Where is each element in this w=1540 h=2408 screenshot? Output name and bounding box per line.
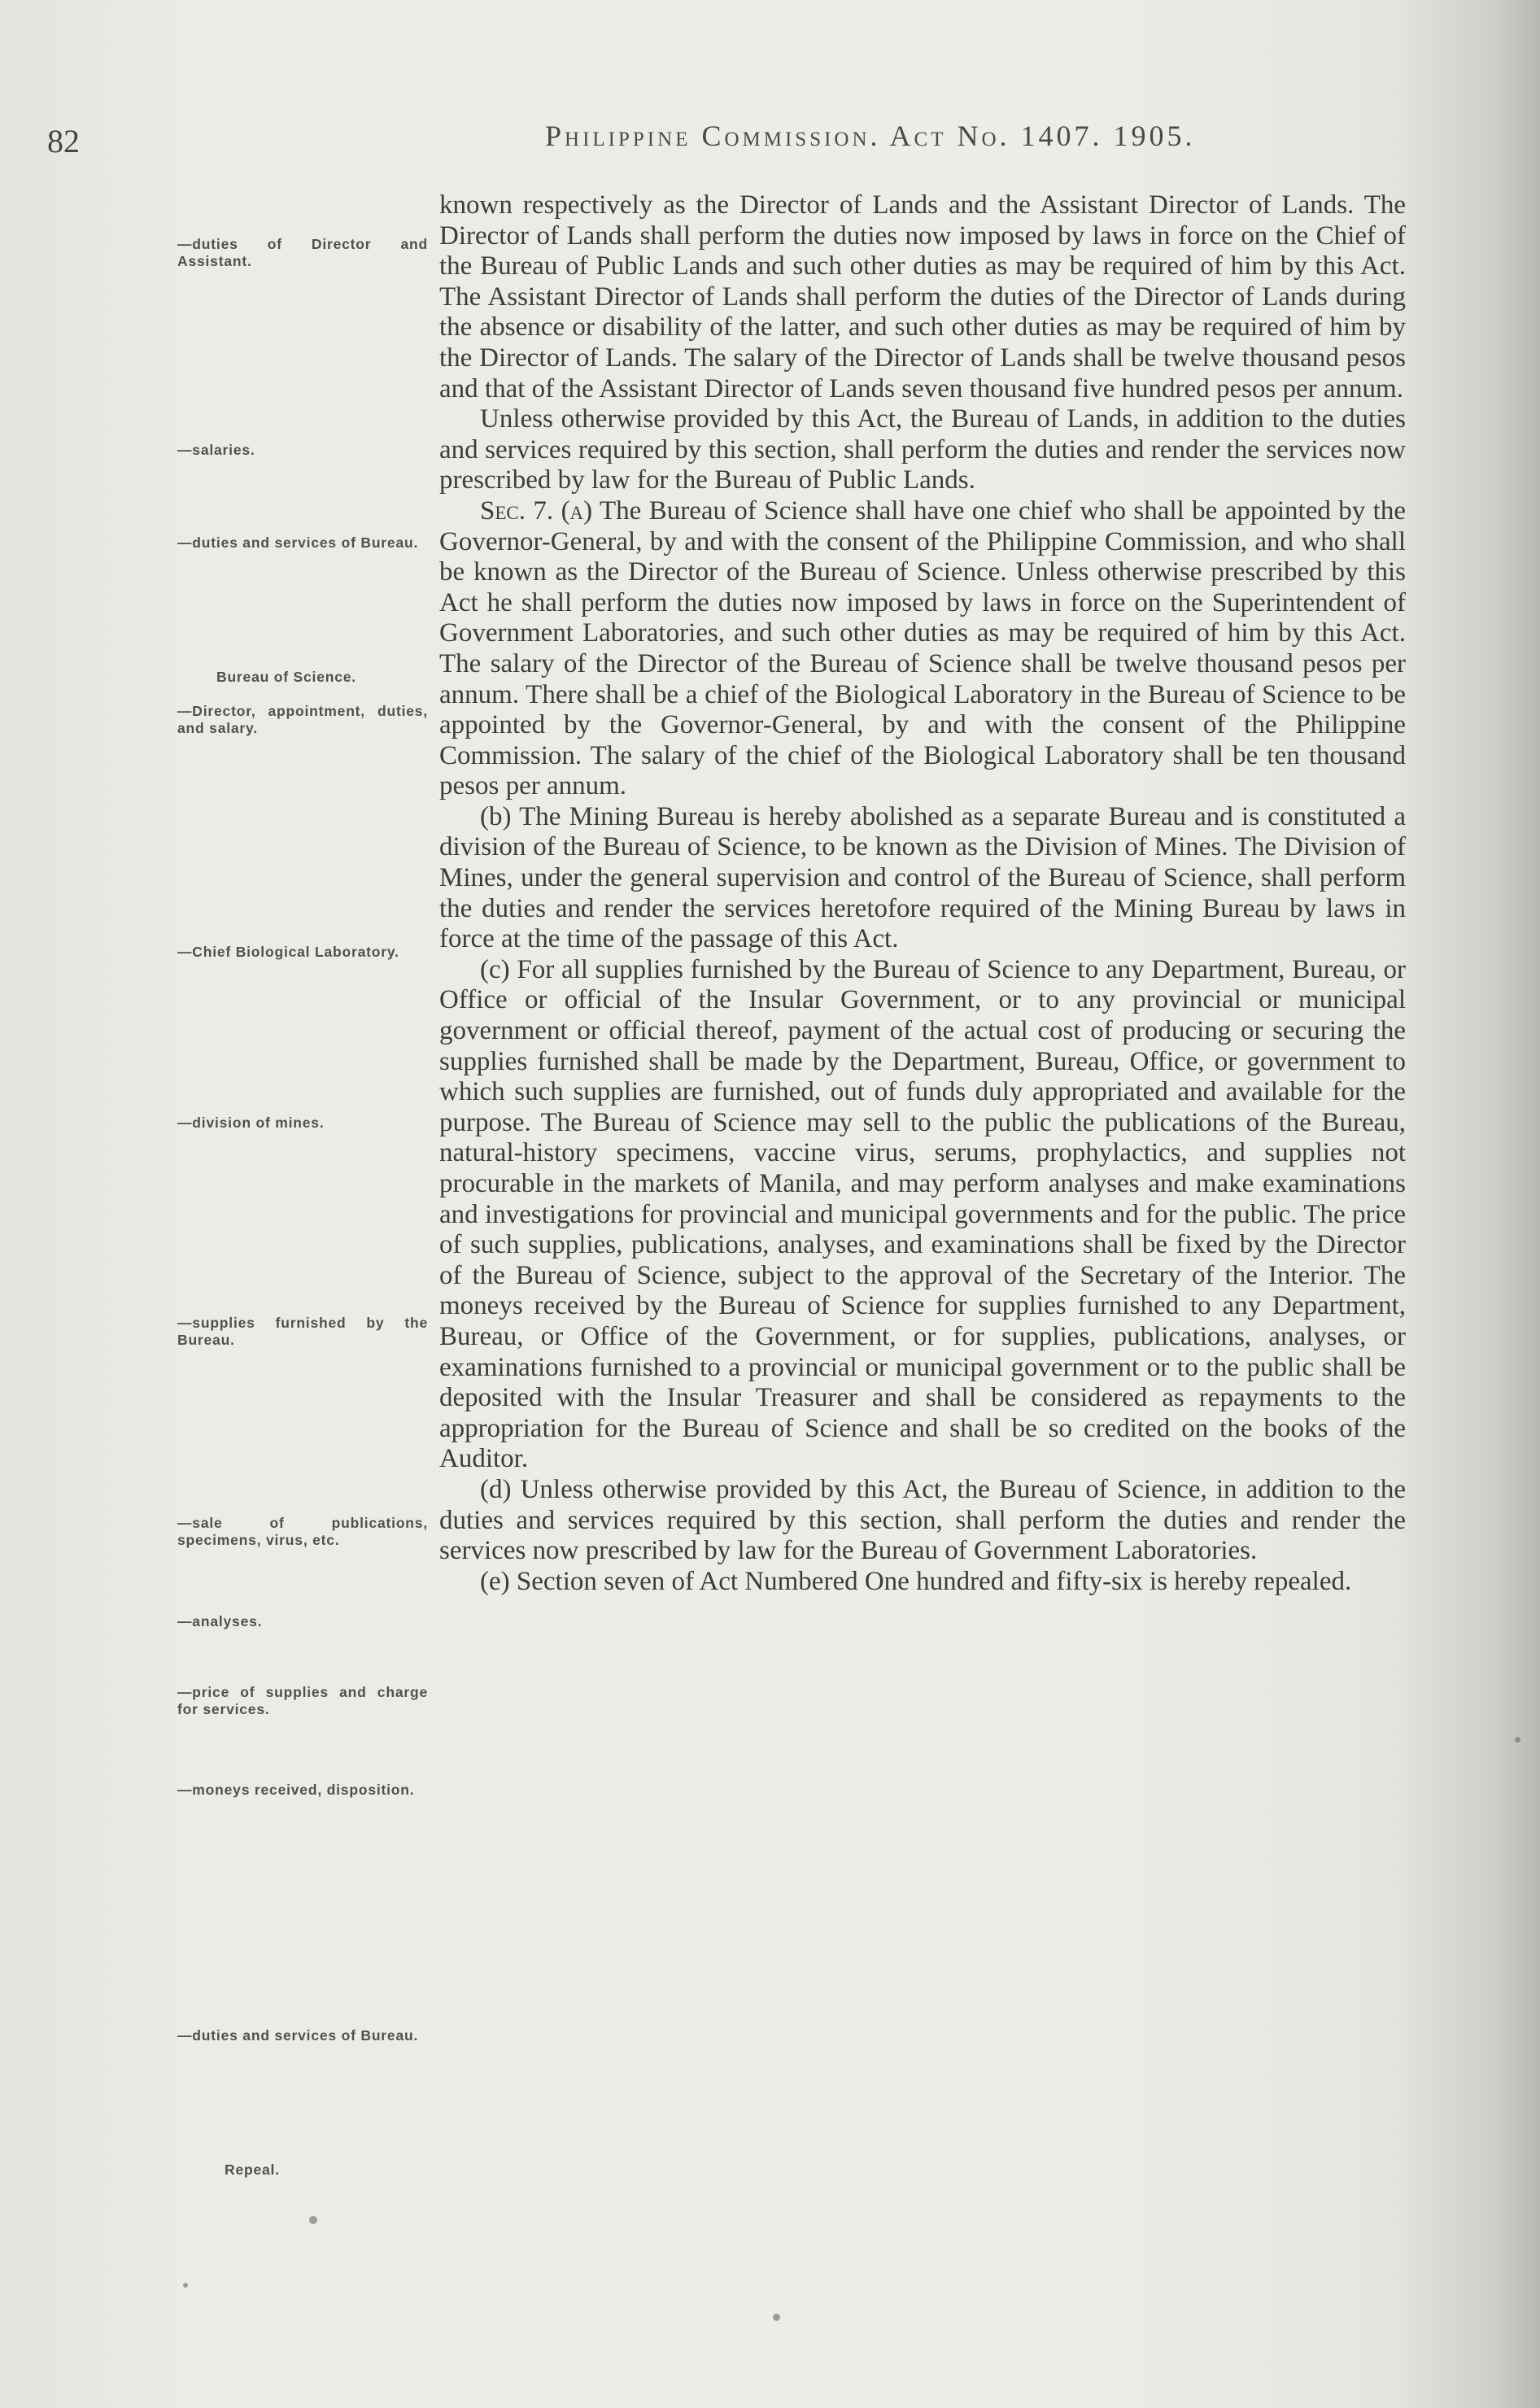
paragraph-bureau-of-lands-duties: Unless otherwise provided by this Act, the Bureau of Lands, in addition to the duties and services required by this section, shall perform the duties and render the services now prescribed by law for the Bureau of Public Lands.: [439, 404, 1406, 495]
paragraph-section-7e: (e) Section seven of Act Numbered One hundred and fifty-six is hereby repealed.: [480, 1566, 1352, 1596]
margin-note-bureau-of-science: Bureau of Science.: [216, 669, 356, 685]
margin-note-chief-biological-laboratory: —Chief Biological Laboratory.: [177, 944, 399, 960]
body-text: [439, 190, 1406, 1597]
margin-note-sale-of-publications: —sale of publications, specimens, virus, etc.: [177, 1515, 428, 1548]
page-number: 82: [47, 123, 80, 159]
margin-note-duties-services-lands: —duties and services of Bureau.: [177, 534, 419, 551]
running-head: Philippine Commission. Act No. 1407. 1905.: [545, 120, 1196, 152]
paper-speck: [309, 2216, 317, 2224]
paragraph-section-7b: (b) The Mining Bureau is hereby abolished as a separate Bureau and is constituted a division of the Bureau of Science, to be known as the Division of Mines. The Division of Mines, under the general supervision and control of the Bureau of Science, shall perform the duties and render the services heretofore required of the Mining Bureau by laws in force at the time of the passage of this Act.: [439, 801, 1406, 954]
paragraph-director-of-lands: known respectively as the Director of Lands and the Assistant Director of Lands. The Director of Lands shall perform the duties now imposed by laws in force on the Chief of the Bureau of Public Lands and such other duties as may be required of him by this Act. The Assistant Director of Lands shall perform the duties of the Director of Lands during the absence or disability of the latter, and such other duties as may be required of him by the Director of Lands. The salary of the Director of Lands shall be twelve thousand pesos and that of the Assistant Director of Lands seven thousand five hundred pesos per annum.: [439, 190, 1406, 404]
margin-note-analyses: —analyses.: [177, 1613, 263, 1629]
section-7a-text: The Bureau of Science shall have one chief who shall be appointed by the Governor-General, by and with the consent of the Philippine Commission, and who shall be known as the Director of the Bureau of Science. Unless otherwise prescribed by this Act he shall perform the duties now imposed by laws in force on the Superintendent of Government Laboratories, and such other duties as may be required of him by this Act. The salary of the Director of the Bureau of Science shall be twelve thousand pesos per annum. There shall be a chief of the Biological Laboratory in the Bureau of Science to be appointed by the Governor-General, by and with the consent of the Philippine Commission. The salary of the chief of the Biological Laboratory shall be ten thousand pesos per annum.: [439, 495, 1406, 801]
paper-speck: [1515, 1737, 1520, 1743]
margin-note-price-of-supplies: —price of supplies and charge for services.: [177, 1684, 428, 1717]
margin-note-division-of-mines: —division of mines.: [177, 1115, 325, 1131]
paper-speck: [183, 2283, 188, 2288]
margin-note-director-appointment: —Director, appointment, duties, and salary.: [177, 703, 428, 736]
section-number: Sec. 7. (a): [480, 495, 593, 526]
paper-speck: [773, 2314, 780, 2321]
margin-note-salaries: —salaries.: [177, 442, 255, 458]
margin-note-repeal: Repeal.: [225, 2162, 280, 2178]
paragraph-section-7c: (c) For all supplies furnished by the Bureau of Science to any Department, Bureau, or Office or official of the Insular Government, or to any provincial or municipal government or official thereof, payment of the actual cost of producing or securing the supplies furnished shall be made by the Department, Bureau, Office, or government to which such supplies are furnished, out of funds duly appropriated and available for the purpose. The Bureau of Science may sell to the public the publications of the Bureau, natural-history specimens, vaccine virus, serums, prophylactics, and supplies not procurable in the markets of Manila, and may perform analyses and make examinations and investigations for provincial and municipal governments and for the public. The price of such supplies, publications, analyses, and examinations shall be fixed by the Director of the Bureau of Science, subject to the approval of the Secretary of the Interior. The moneys received by the Bureau of Science for supplies furnished to any Department, Bureau, or Office of the Government, or for supplies, publications, analyses, or examinations furnished to a provincial or municipal government or to the public shall be deposited with the Insular Treasurer and shall be considered as repayments to the appropriation for the Bureau of Science and shall be so credited on the books of the Auditor.: [439, 954, 1406, 1474]
paragraph-section-7d: (d) Unless otherwise provided by this Act, the Bureau of Science, in addition to the duties and services required by this section, shall perform the duties and render the services now prescribed by law for the Bureau of Government Laboratories.: [439, 1474, 1406, 1566]
paragraph-section-7a: [439, 496, 1406, 802]
margin-note-moneys-received: —moneys received, disposition.: [177, 1782, 415, 1798]
margin-note-supplies-furnished: —supplies furnished by the Bureau.: [177, 1315, 428, 1348]
margin-notes: [0, 0, 431, 2408]
margin-note-duties-of-director: —duties of Director and Assistant.: [177, 236, 428, 269]
margin-note-duties-services-science: —duties and services of Bureau.: [177, 2027, 419, 2044]
